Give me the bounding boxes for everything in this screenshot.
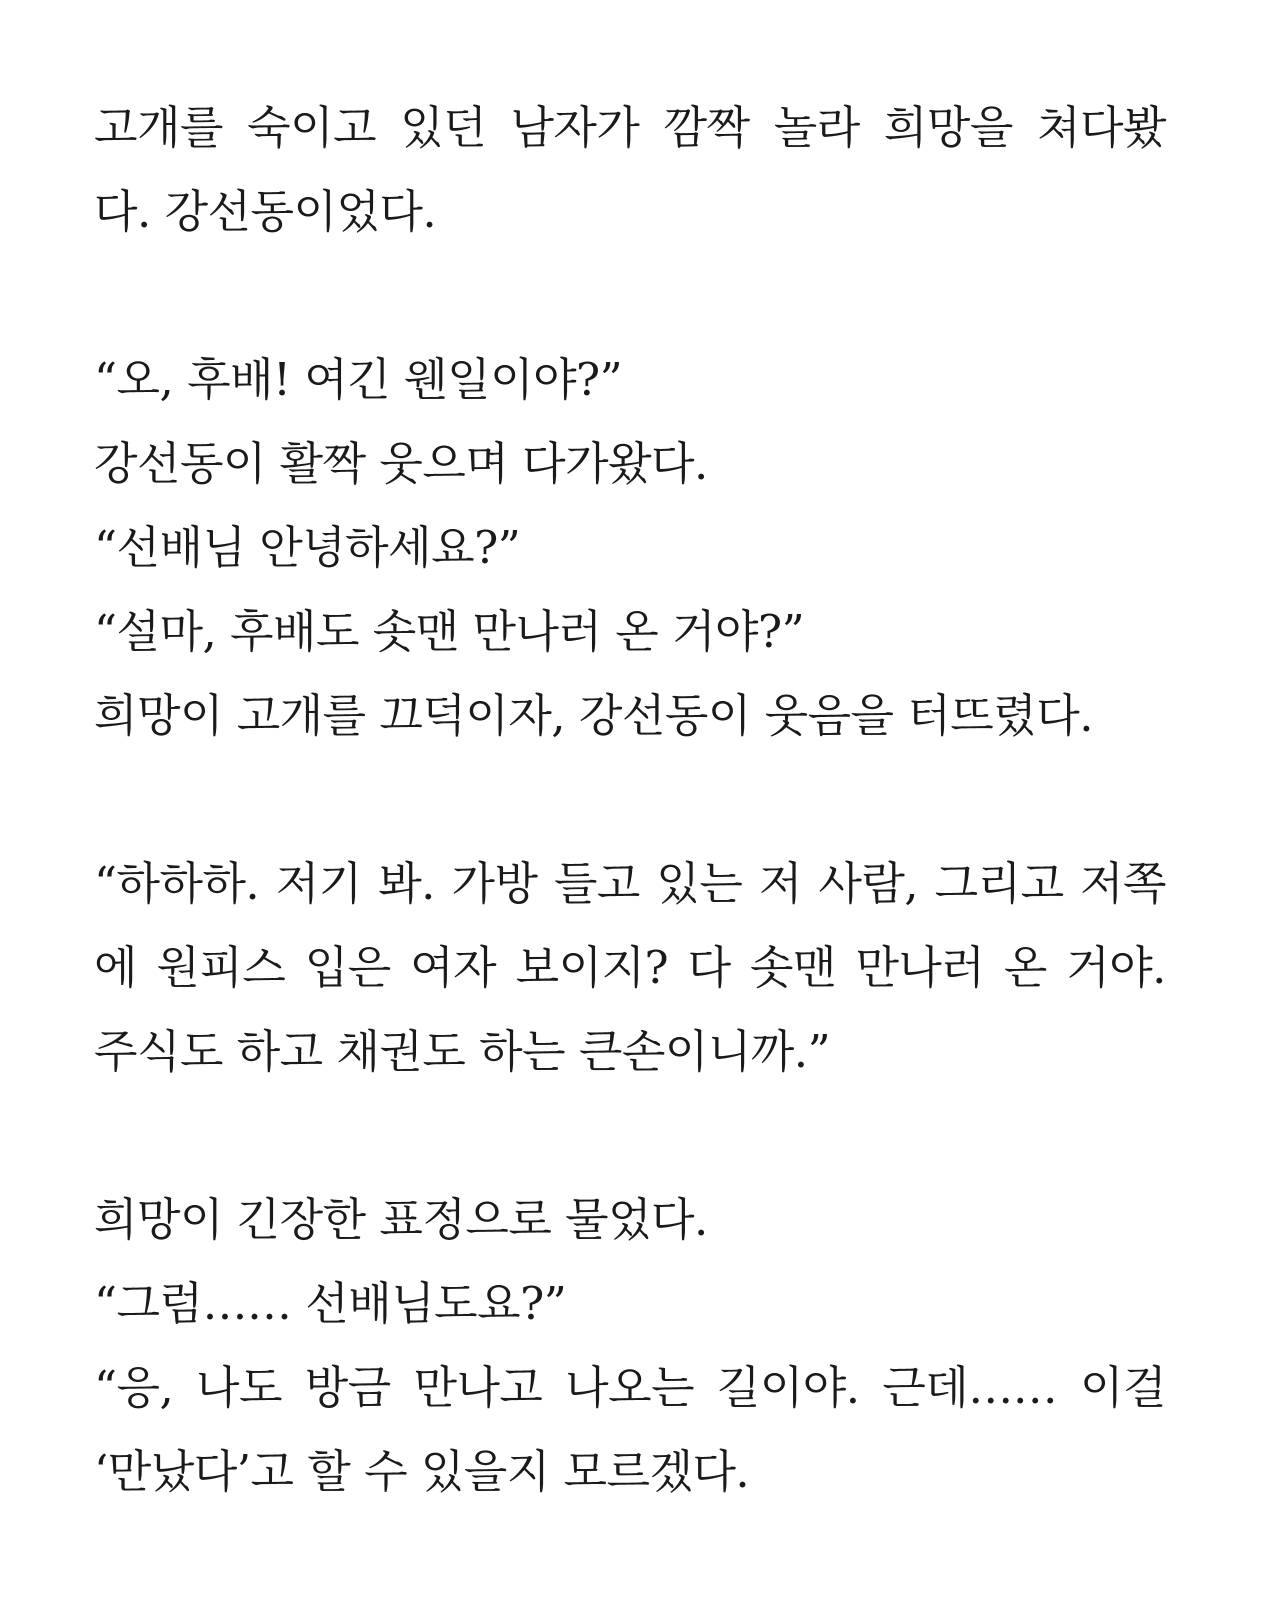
text-line: 다. 강선동이었다. <box>94 185 437 238</box>
text-line: 주식도 하고 채권도 하는 큰손이니까.” <box>94 1025 831 1078</box>
paragraph-gap <box>94 1094 1194 1178</box>
text-line: ‘만났다’고 할 수 있을지 모르겠다. <box>94 1445 750 1498</box>
book-page <box>94 86 1194 1514</box>
text-line: “선배님 안녕하세요?” <box>94 521 521 574</box>
paragraph-gap <box>94 758 1194 842</box>
text-line: 강선동이 활짝 웃으며 다가왔다. <box>94 437 708 490</box>
text-line: “응, 나도 방금 만나고 나오는 길이야. 근데…… 이걸 <box>94 1361 1166 1414</box>
paragraph-gap <box>94 254 1194 338</box>
paragraph <box>94 338 1194 758</box>
text-line: “설마, 후배도 솟맨 만나러 온 거야?” <box>94 605 805 658</box>
text-line: 희망이 긴장한 표정으로 물었다. <box>94 1193 708 1246</box>
text-line: “하하하. 저기 봐. 가방 들고 있는 저 사람, 그리고 저쪽 <box>94 857 1166 910</box>
text-line: “오, 후배! 여긴 웬일이야?” <box>94 353 623 406</box>
text-line: 희망이 고개를 끄덕이자, 강선동이 웃음을 터뜨렸다. <box>94 689 1094 742</box>
text-line: 고개를 숙이고 있던 남자가 깜짝 놀라 희망을 쳐다봤 <box>94 101 1166 154</box>
paragraph <box>94 1178 1194 1514</box>
text-line: “그럼…… 선배님도요?” <box>94 1277 567 1330</box>
text-line: 에 원피스 입은 여자 보이지? 다 솟맨 만나러 온 거야. <box>94 941 1166 994</box>
paragraph <box>94 842 1194 1094</box>
paragraph <box>94 86 1194 254</box>
